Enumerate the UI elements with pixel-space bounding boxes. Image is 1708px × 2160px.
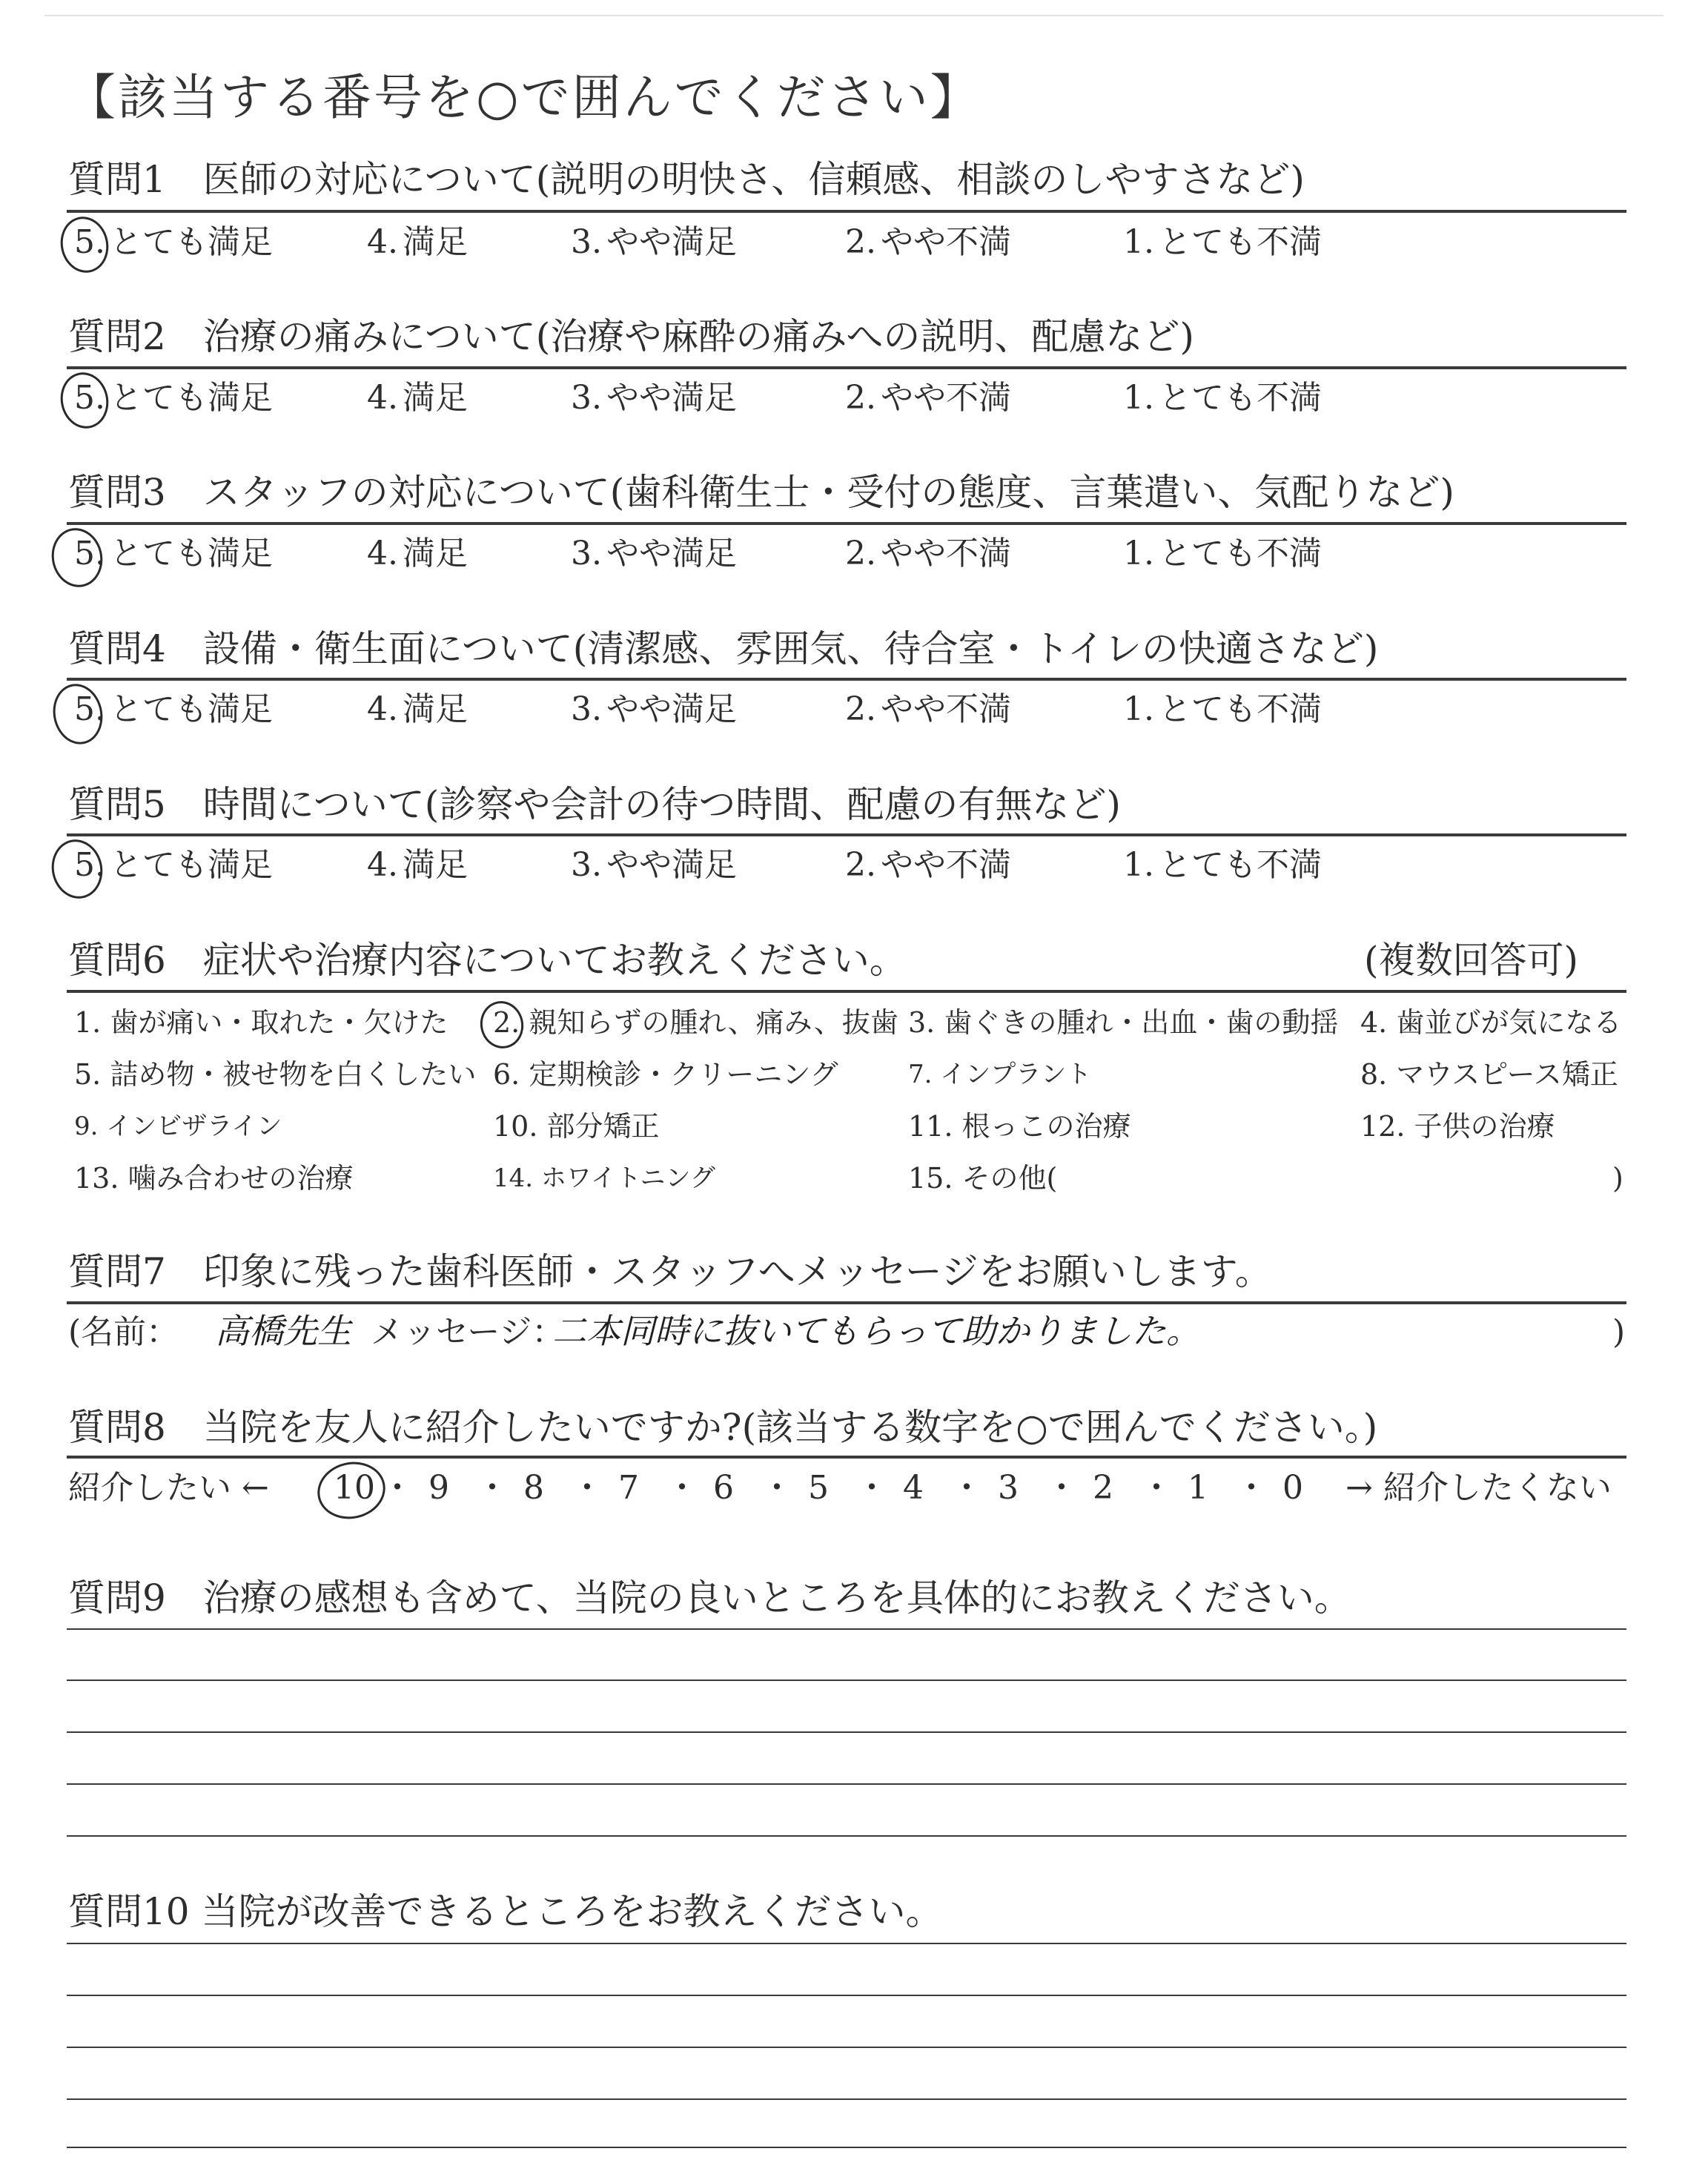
- q9-answer-line[interactable]: [67, 1680, 1626, 1681]
- q6-option-7[interactable]: 7. インプラント: [908, 1060, 1092, 1089]
- q8-scale-separator: ・: [761, 1469, 793, 1507]
- q2-option-2[interactable]: 2. やや不満: [845, 379, 1011, 417]
- q5-option-4[interactable]: 4. 満足: [367, 846, 468, 884]
- question-7-title: 質問7 印象に残った歯科医師・スタッフへメッセージをお願いします。: [68, 1250, 1272, 1293]
- q8-scale-value-5[interactable]: 5: [808, 1469, 829, 1507]
- q4-option-3[interactable]: 3. やや満足: [571, 690, 737, 728]
- q1-option-5[interactable]: 5. とても満足: [74, 223, 273, 261]
- q6-option-6[interactable]: 6. 定期検診・クリーニング: [493, 1058, 838, 1091]
- q6-other-close-paren: ): [1612, 1162, 1623, 1195]
- q8-scale-separator: ・: [1045, 1469, 1078, 1507]
- q9-answer-line[interactable]: [67, 1835, 1626, 1837]
- q8-scale-separator: ・: [571, 1469, 603, 1507]
- q7-close-paren: ): [1612, 1313, 1626, 1351]
- q6-option-1[interactable]: 1. 歯が痛い・取れた・欠けた: [74, 1006, 448, 1039]
- question-1-title: 質問1 医師の対応について(説明の明快さ、信頼感、相談のしやすさなど): [68, 158, 1305, 201]
- q6-option-8[interactable]: 8. マウスピース矯正: [1360, 1058, 1618, 1091]
- q8-right-label: → 紹介したくない: [1345, 1469, 1612, 1507]
- q5-option-2[interactable]: 2. やや不満: [845, 846, 1011, 884]
- question-1-rule: [67, 210, 1626, 213]
- q7-message-value[interactable]: 二本同時に抜いてもらって助かりました。: [552, 1311, 1200, 1351]
- q6-option-10[interactable]: 10. 部分矯正: [493, 1110, 660, 1143]
- q10-answer-line[interactable]: [67, 2147, 1626, 2148]
- q7-name-label: (名前：: [68, 1313, 179, 1351]
- q10-answer-line[interactable]: [67, 2098, 1626, 2100]
- question-3-title: 質問3 スタッフの対応について(歯科衛生士・受付の態度、言葉遣い、気配りなど): [68, 471, 1454, 514]
- q8-scale-separator: ・: [855, 1469, 888, 1507]
- question-4-rule: [67, 678, 1626, 681]
- q6-option-12[interactable]: 12. 子供の治療: [1360, 1110, 1555, 1143]
- q8-scale-value-0[interactable]: 0: [1282, 1469, 1303, 1507]
- question-8-title: 質問8 当院を友人に紹介したいですか?(該当する数字を○で囲んでください。): [68, 1406, 1378, 1449]
- q6-option-3[interactable]: 3. 歯ぐきの腫れ・出血・歯の動揺: [908, 1006, 1339, 1039]
- q6-option-14[interactable]: 14. ホワイトニング: [493, 1163, 715, 1193]
- q3-option-3[interactable]: 3. やや満足: [571, 535, 737, 572]
- q4-option-4[interactable]: 4. 満足: [367, 690, 468, 728]
- q8-scale-value-8[interactable]: 8: [523, 1469, 544, 1507]
- q4-option-1[interactable]: 1. とても不満: [1123, 690, 1322, 728]
- question-6-note: (複数回答可): [1364, 939, 1579, 982]
- q10-answer-line[interactable]: [67, 1943, 1626, 1944]
- q8-scale-value-7[interactable]: 7: [618, 1469, 639, 1507]
- q8-scale-value-3[interactable]: 3: [998, 1469, 1019, 1507]
- q8-scale-separator: ・: [666, 1469, 698, 1507]
- q5-option-5[interactable]: 5. とても満足: [74, 846, 273, 884]
- question-10-title: 質問10 当院が改善できるところをお教えください。: [68, 1890, 943, 1933]
- q8-scale-separator: ・: [1140, 1469, 1173, 1507]
- q3-option-5[interactable]: 5. とても満足: [74, 535, 273, 572]
- question-5-title: 質問5 時間について(診察や会計の待つ時間、配慮の有無など): [68, 783, 1121, 826]
- q2-option-4[interactable]: 4. 満足: [367, 379, 468, 417]
- q9-answer-line[interactable]: [67, 1783, 1626, 1785]
- q6-option-9[interactable]: 9. インビザライン: [74, 1112, 282, 1141]
- q6-option-13[interactable]: 13. 噛み合わせの治療: [74, 1162, 354, 1195]
- question-6-title: 質問6 症状や治療内容についてお教えください。: [68, 939, 907, 982]
- q7-name-value[interactable]: 高橋先生: [215, 1311, 351, 1351]
- q8-scale-value-6[interactable]: 6: [713, 1469, 734, 1507]
- q10-answer-line[interactable]: [67, 2047, 1626, 2048]
- q1-option-1[interactable]: 1. とても不満: [1123, 223, 1322, 261]
- question-9-title: 質問9 治療の感想も含めて、当院の良いところを具体的にお教えください。: [68, 1576, 1351, 1619]
- question-8-rule: [67, 1456, 1626, 1459]
- q9-answer-line[interactable]: [67, 1628, 1626, 1630]
- question-2-title: 質問2 治療の痛みについて(治療や麻酔の痛みへの説明、配慮など): [68, 315, 1194, 358]
- q8-scale-separator: ・: [1235, 1469, 1268, 1507]
- top-edge-line: [44, 15, 1664, 16]
- question-7-rule: [67, 1301, 1626, 1304]
- q6-option-15[interactable]: 15. その他(: [908, 1162, 1058, 1195]
- q6-option-5[interactable]: 5. 詰め物・被せ物を白くしたい: [74, 1058, 477, 1091]
- q10-answer-line[interactable]: [67, 1995, 1626, 1996]
- q5-option-3[interactable]: 3. やや満足: [571, 846, 737, 884]
- q9-answer-line[interactable]: [67, 1731, 1626, 1733]
- question-6-rule: [67, 990, 1626, 993]
- q8-left-label: 紹介したい ←: [68, 1469, 269, 1507]
- q6-option-2[interactable]: 2. 親知らずの腫れ、痛み、抜歯: [493, 1006, 898, 1039]
- q8-scale-separator: ・: [476, 1469, 509, 1507]
- question-5-rule: [67, 833, 1626, 836]
- q2-option-5[interactable]: 5. とても満足: [74, 379, 273, 417]
- q1-option-4[interactable]: 4. 満足: [367, 223, 468, 261]
- q8-scale-separator: ・: [950, 1469, 983, 1507]
- q2-option-3[interactable]: 3. やや満足: [571, 379, 737, 417]
- q1-option-2[interactable]: 2. やや不満: [845, 223, 1011, 261]
- q7-message-label: メッセージ：: [371, 1313, 565, 1351]
- q6-option-4[interactable]: 4. 歯並びが気になる: [1360, 1006, 1622, 1039]
- q2-option-1[interactable]: 1. とても不満: [1123, 379, 1322, 417]
- question-3-rule: [67, 522, 1626, 525]
- q5-option-1[interactable]: 1. とても不満: [1123, 846, 1322, 884]
- q8-selection-circle: [312, 1456, 391, 1525]
- q1-option-3[interactable]: 3. やや満足: [571, 223, 737, 261]
- instruction-header: 【該当する番号を○で囲んでください】: [67, 69, 982, 126]
- q8-scale-value-4[interactable]: 4: [903, 1469, 924, 1507]
- q8-scale-value-2[interactable]: 2: [1093, 1469, 1113, 1507]
- q8-scale-value-1[interactable]: 1: [1188, 1469, 1208, 1507]
- q8-scale-separator: ・: [381, 1469, 414, 1507]
- q3-option-4[interactable]: 4. 満足: [367, 535, 468, 572]
- q8-scale-value-10[interactable]: 10: [334, 1469, 375, 1507]
- q3-option-1[interactable]: 1. とても不満: [1123, 535, 1322, 572]
- q4-option-2[interactable]: 2. やや不満: [845, 690, 1011, 728]
- q3-option-2[interactable]: 2. やや不満: [845, 535, 1011, 572]
- q4-option-5[interactable]: 5. とても満足: [74, 690, 273, 728]
- question-2-rule: [67, 366, 1626, 369]
- question-4-title: 質問4 設備・衛生面について(清潔感、雰囲気、待合室・トイレの快適さなど): [68, 627, 1379, 670]
- q6-option-11[interactable]: 11. 根っこの治療: [908, 1110, 1131, 1143]
- q8-scale-value-9[interactable]: 9: [428, 1469, 449, 1507]
